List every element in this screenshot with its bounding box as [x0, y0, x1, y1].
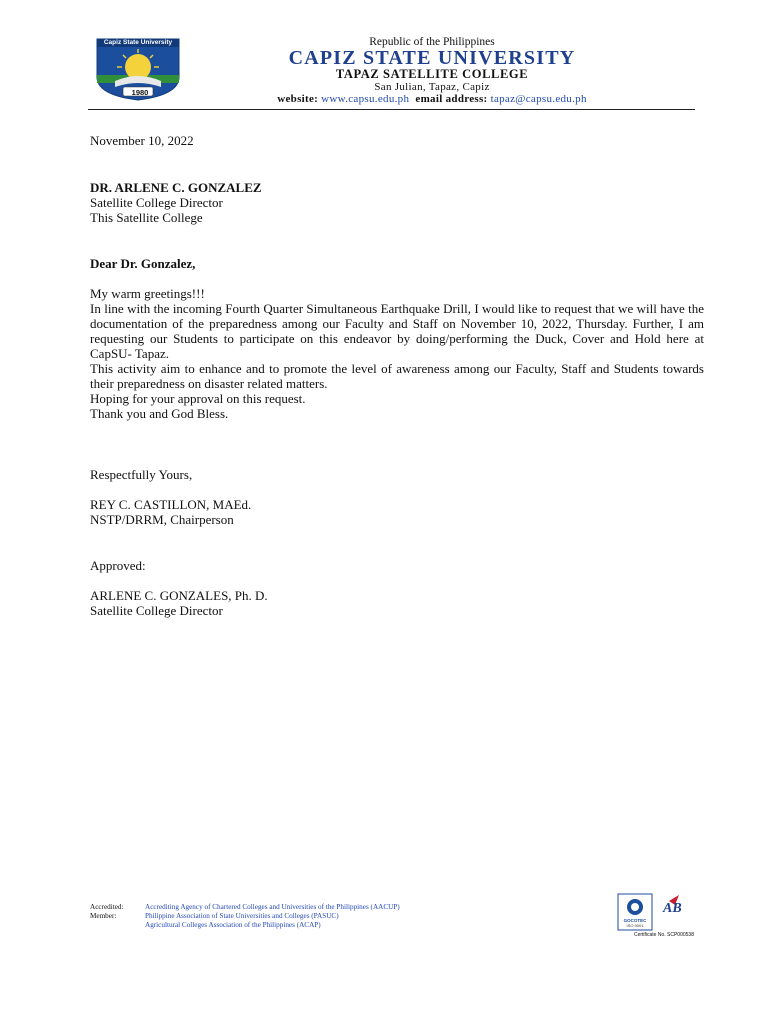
- certificate-number: Certificate No. SCP000538: [633, 932, 694, 938]
- greeting: My warm greetings!!!: [90, 286, 205, 301]
- college-name: TAPAZ SATELLITE COLLEGE: [335, 67, 529, 81]
- member-value-pasuc: Philippine Association of State Universities and Colleges (PASUC): [145, 912, 339, 920]
- sender-name: REY C. CASTILLON, MAEd.: [90, 497, 252, 512]
- thanks-line: Thank you and God Bless.: [90, 406, 229, 421]
- paragraph-request: In line with the incoming Fourth Quarter Simultaneous Earthquake Drill, I would like to request that we will have the documentation of the preparedness among our Faculty and Staff on November 10, 2022, Thursday. Further, I am requesting our Students to participate on this endeavor by doing/performing the Duck, Cover and Hold here at CapSU- Tapaz.: [90, 301, 704, 361]
- salutation: Dear Dr. Gonzalez,: [90, 256, 196, 271]
- closing: Respectfully Yours,: [90, 467, 193, 482]
- contact-line: [188, 93, 676, 106]
- university-name: CAPIZ STATE UNIVERSITY: [288, 47, 576, 69]
- gocotec-sub: ISO 9001: [626, 923, 644, 928]
- member-label: Member:: [90, 912, 117, 920]
- website-link[interactable]: www.capsu.edu.ph: [321, 93, 410, 105]
- seal-year: 1980: [131, 88, 149, 97]
- member-value-acap: Agricultural Colleges Association of the Philippines (ACAP): [145, 921, 321, 929]
- recipient-title: Satellite College Director: [90, 195, 223, 210]
- email-label: email address:: [415, 93, 488, 105]
- accredited-value: Accrediting Agency of Chartered Colleges and Universities of the Philippines (AACUP): [145, 903, 400, 911]
- college-address: San Julian, Tapaz, Capiz: [374, 81, 490, 93]
- ab-logo: AB: [663, 901, 682, 916]
- letterhead: [188, 36, 676, 106]
- seal-caption: Capiz State University: [103, 39, 173, 46]
- email-link[interactable]: tapaz@capsu.edu.ph: [490, 93, 587, 105]
- republic-line: Republic of the Philippines: [369, 36, 495, 48]
- paragraph-purpose: This activity aim to enhance and to promote the level of awareness among our Faculty, Staff and Students towards their preparedness on disaster related matters.: [90, 361, 704, 391]
- approver-title: Satellite College Director: [90, 603, 223, 618]
- approval-line: Hoping for your approval on this request.: [90, 391, 306, 406]
- letter-date: November 10, 2022: [90, 133, 194, 148]
- recipient-name: DR. ARLENE C. GONZALEZ: [90, 180, 262, 195]
- header-divider: [88, 109, 695, 110]
- sender-title: NSTP/DRRM, Chairperson: [90, 512, 234, 527]
- approved-label: Approved:: [90, 558, 146, 573]
- approver-name: ARLENE C. GONZALES, Ph. D.: [90, 588, 268, 603]
- recipient-org: This Satellite College: [90, 210, 203, 225]
- gocotec-label: GOCOTEC: [623, 918, 647, 923]
- website-label: website:: [277, 93, 319, 105]
- accredited-label: Accredited:: [90, 903, 124, 911]
